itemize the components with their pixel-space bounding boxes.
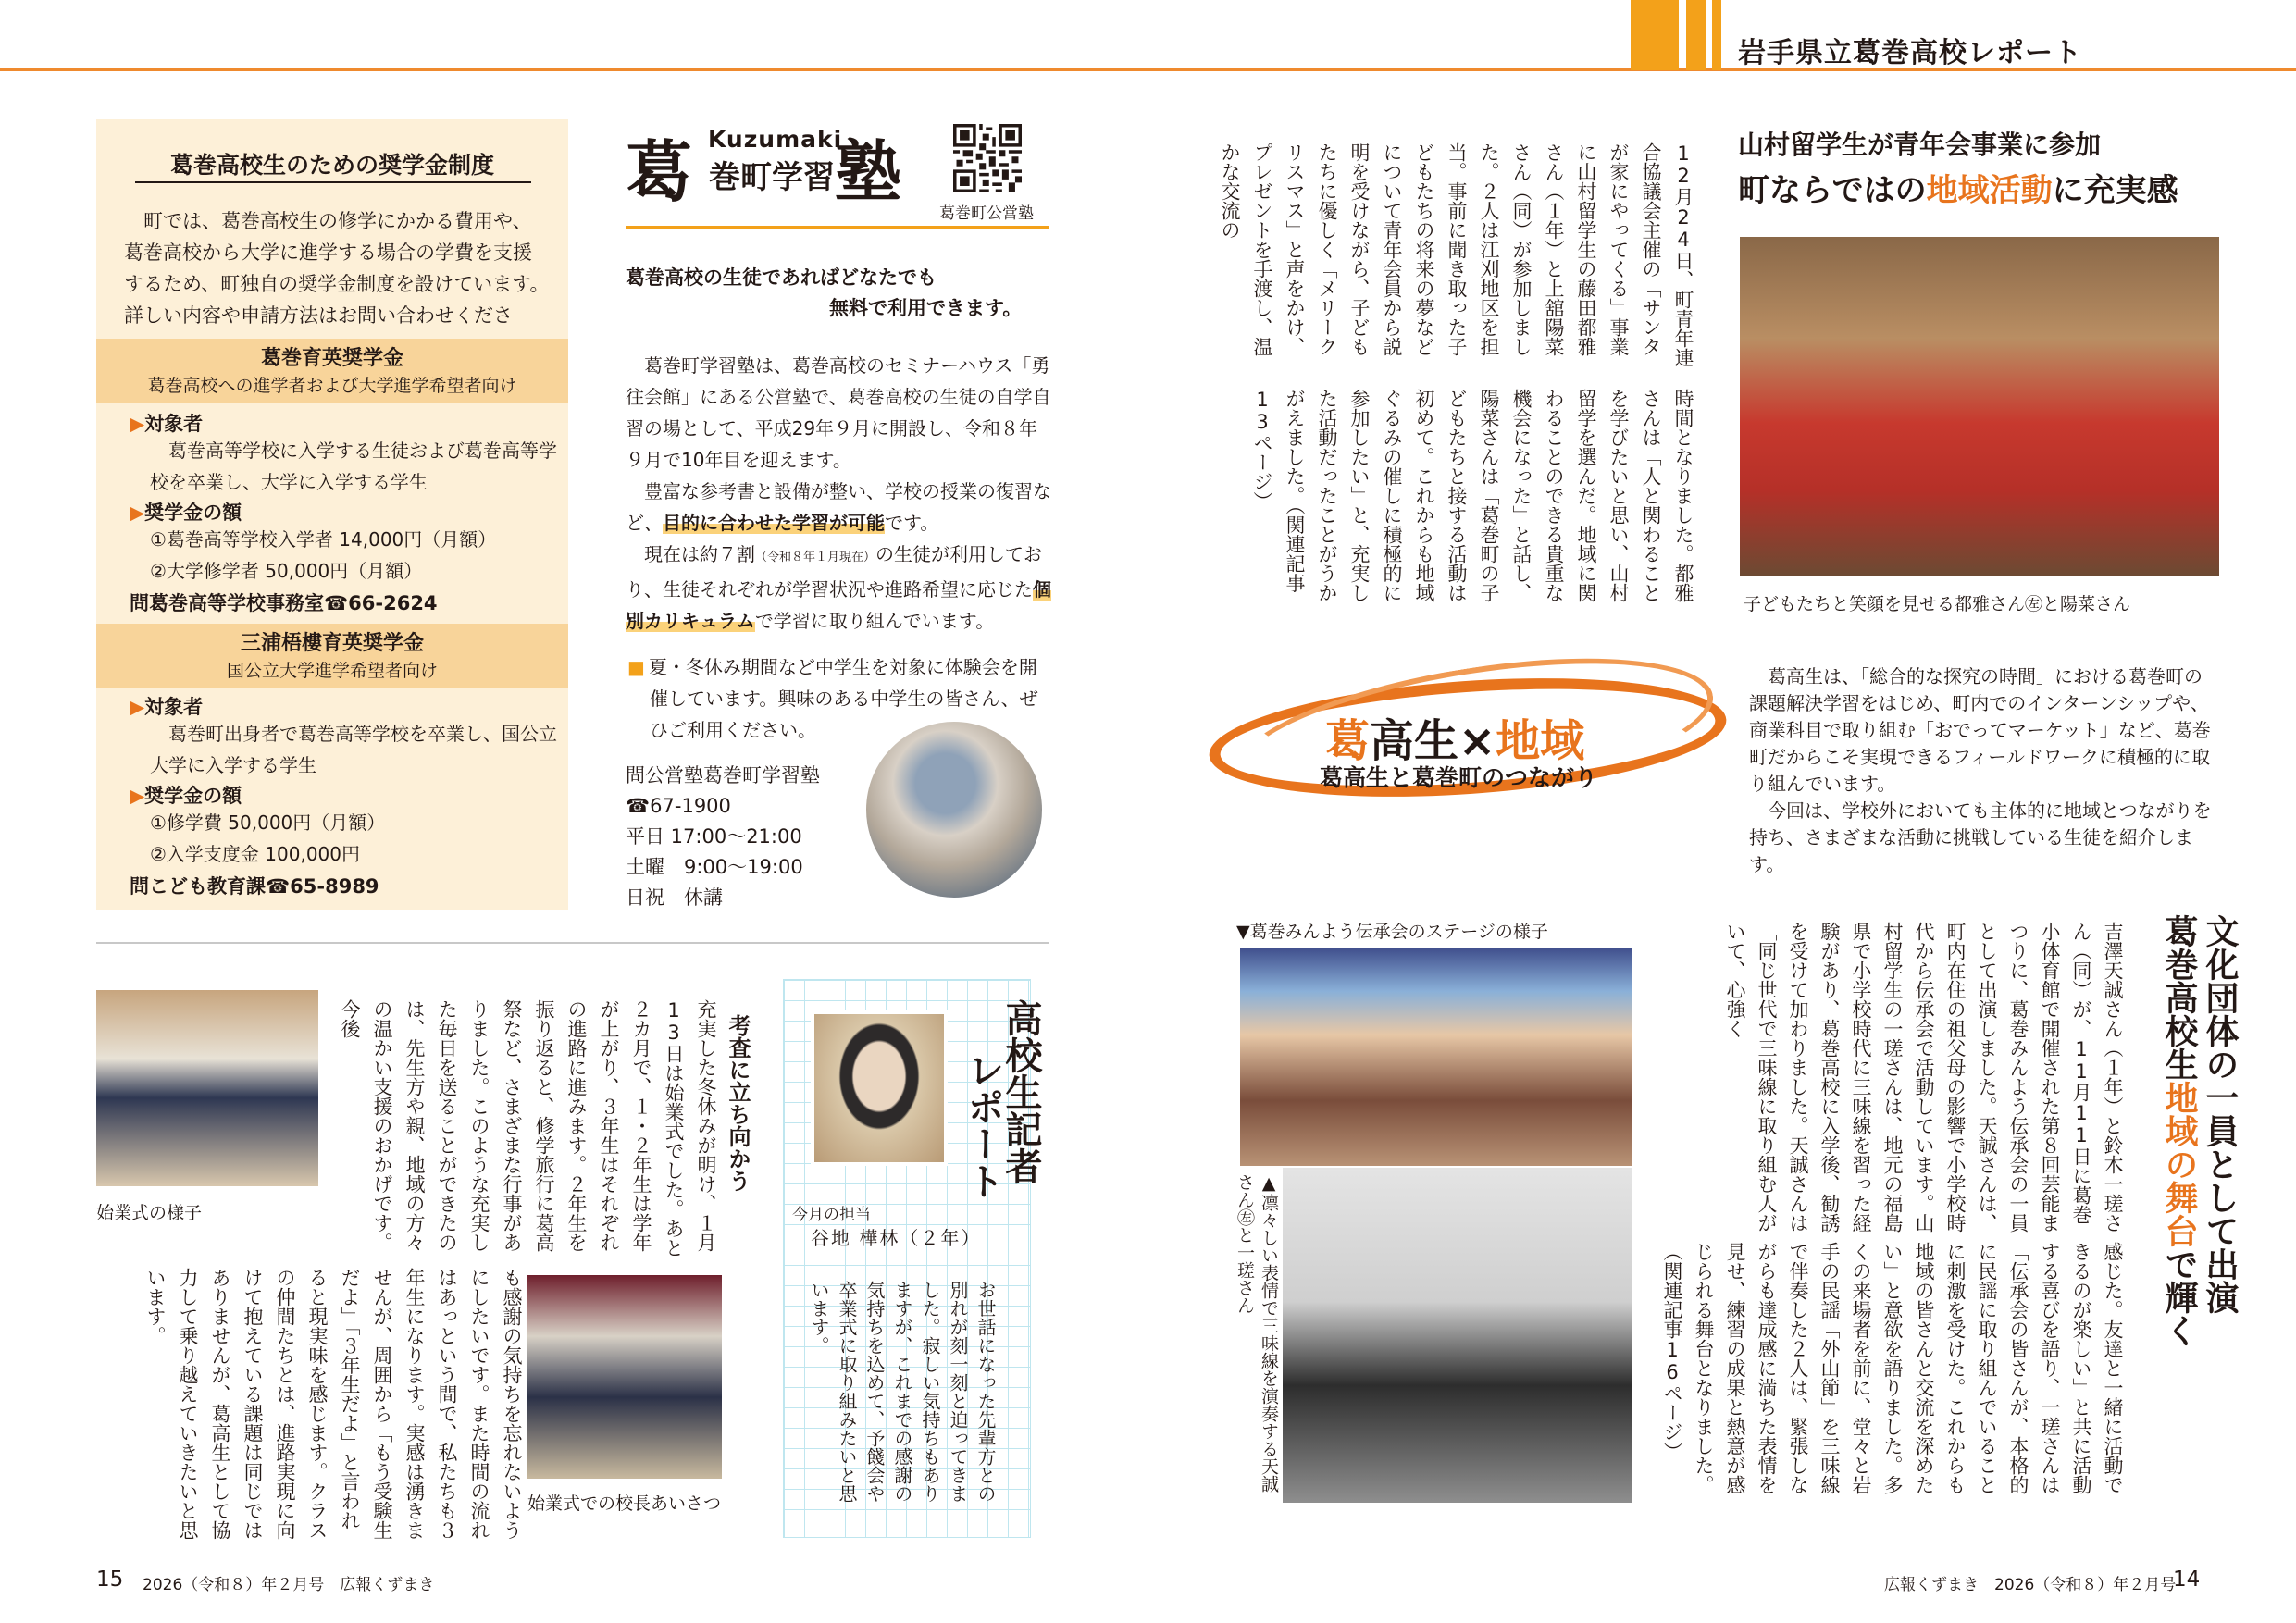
fund-subtitle: 国公立大学進学希望者向け [226, 661, 438, 681]
reporter-body: お世話になった先輩方との別れが刻一刻と迫ってきました。寂しい気持ちもありますが、これまでの感謝の気持ちを込めて、予餞会や卒業式に取り組みたいと思います。 [808, 1281, 997, 1503]
juku-paragraph: 豊富な参考書と設備が整い、学校の授業の復習など、目的に合わせた学習が可能です。 [626, 480, 1051, 534]
fund-contact: 問こども教育課☎65-8989 [130, 875, 379, 898]
juku-publisher: 葛巻町公営塾 [939, 204, 1034, 223]
triangle-icon: ▶ [130, 502, 145, 524]
section-intro: 葛高生は、「総合的な探究の時間」における葛巻町の課題解決学習をはじめ、町内でのインターンシップや、商業科目で取り組む「おでってマーケット」など、葛巻町だからこそ実現できるフィールドワークに積極的に取り組んでいます。 今回は、学校外においても主体的に地域とつながりを持ち、さまざまな活動に挑戦している生徒を紹介します。 [1749, 665, 2212, 875]
amount-heading: ▶奨学金の額 [130, 502, 242, 524]
header-accent-bar [1712, 0, 1721, 70]
article-kicker: 山村留学生が青年会事業に参加 [1738, 130, 2102, 160]
target-heading: ▶対象者 [130, 413, 204, 435]
juku-paragraph: 現在は約７割（令和８年１月現在）の生徒が利用しており、生徒それぞれが学習状況や進路希望に応じた個別カリキュラムで学習に取り組んでいます。 [626, 543, 1051, 632]
photo-caption: 始業式での校長あいさつ [527, 1493, 722, 1514]
reporter-name: 谷地 樺林（２年） [811, 1227, 982, 1249]
photo-caption: 始業式の様子 [96, 1203, 203, 1223]
triangle-icon: ▶ [130, 413, 145, 435]
stage-photo [1240, 948, 1632, 1166]
santa-photo [1740, 237, 2219, 576]
header-accent-bar [1631, 0, 1679, 70]
report-col2: も感謝の気持ちを忘れないようにしたいです。また時間の流れはあっという間で、私たちも３年生になります。実感は湧きませんが、周囲から「もう受験生だよ」「３年生だよ」と言われると現実味を感じます。クラスの仲間たちとは、進路実現に向けて抱えている課題は同じではありませんが、葛高生として協力して乗り越えていきたいと思います。 [144, 1268, 523, 1540]
juku-contact: 問公営塾葛巻町学習塾 ☎67-1900 平日 17:00～21:00 土曜 9:00～19:00 日祝 休講 [626, 764, 820, 909]
principal-photo [527, 1275, 722, 1479]
footer-text: 広報くずまき 2026（令和８）年２月号 [1884, 1576, 2177, 1594]
photo-caption: ▲凛々しい表情で三味線を演奏する天誠さん㊧と一瑳さん [1235, 1173, 1279, 1493]
triangle-icon: ▶ [130, 696, 145, 718]
fund-contact: 問葛巻高等学校事務室☎66-2624 [130, 592, 438, 614]
reporter-photo [811, 1010, 948, 1166]
photo-caption: ▼葛巻みんよう伝承会のステージの様子 [1236, 922, 1548, 942]
report-headline: 考査に立ち向かう [725, 1014, 751, 1192]
qr-code-icon[interactable] [953, 124, 1022, 192]
reporter-title: 高校生記者 [999, 999, 1042, 1184]
target-text: 葛巻町出身者で葛巻高等学校を卒業し、国公立大学に入学する学生 [150, 723, 557, 776]
scholarship-intro: 町では、葛巻高校生の修学にかかる費用や、葛巻高校から大学に進学する場合の学費を支援するため、町独自の奨学金制度を設けています。詳しい内容や申請方法はお問い合わせくださ [124, 210, 550, 327]
report-col1: 充実した冬休みが明け、１月13日は始業式でした。あと２カ月で、１・２年生は学年が上がり、３年生はそれぞれの進路に進みます。２年生を振り返ると、修学旅行に葛高祭など、さまざまな行事がありました。このような充実した毎日を送ることができたのは、先生方や親、地域の方々の温かい支援のおかげです。今後 [339, 999, 717, 1258]
juku-logo-ja: 巻町学習 [709, 159, 835, 196]
section-banner-title: 葛高生×地域 [1325, 715, 1585, 767]
juku-logo-en: Kuzumaki [708, 126, 843, 153]
juku-body [626, 350, 1051, 637]
title-underline [135, 181, 531, 183]
juku-note: ■ 夏・冬休み期間など中学生を対象に体験会を開催しています。興味のある中学生の皆さん、ぜひご利用ください。 [627, 656, 1038, 741]
target-text: 葛巻高等学校に入学する生徒および葛巻高等学校を卒業し、大学に入学する学生 [150, 440, 557, 493]
fund-subtitle: 葛巻高校への進学者および大学進学希望者向け [147, 376, 517, 396]
highlight: 個別カリキュラム [626, 578, 1051, 632]
article-headline: 町ならではの地域活動に充実感 [1738, 172, 2178, 209]
santa-article-col1: 12月24日、町青年連合協議会主催の「サンタが家にやってくる」事業に山村留学生の藤田都雅さん（１年）と上舘陽菜さん（同）が参加しました。２人は江刈地区を担当。事前に聞き取った子どもたちの将来の夢などについて青年会員から説明を受けながら、子どもたちに優しく「メリークリスマス」と声をかけ、プレゼントを手渡し、温かな交流の [1219, 142, 1694, 367]
santa-article-col2: 時間となりました。都雅さんは「人と関わることを学びたいと思い、山村留学を選んだ。地域に関わることのできる貴重な機会になった」と話し、陽菜さんは「葛巻町の子どもたちと接する活動は初めて。これからも地域ぐるみの催しに積極的に参加したい」と、充実した活動だったことがうかがえました。（関連記事13ページ） [1251, 389, 1694, 602]
amount-item: ①修学費 50,000円（月額） [150, 812, 386, 834]
ceremony-photo [96, 990, 318, 1186]
square-bullet-icon: ■ [627, 656, 645, 678]
juku-paragraph: 葛巻町学習塾は、葛巻高校のセミナーハウス「勇往会館」にある公営塾で、葛巻高校の生徒の自学自習の場として、平成29年９月に開設し、令和８年９月で10年目を迎えます。 [626, 354, 1051, 471]
highlight: 目的に合わせた学習が可能 [663, 512, 885, 534]
amount-heading: ▶奨学金の額 [130, 785, 242, 807]
fund-name: 葛巻育英奨学金 [260, 347, 403, 370]
fund-name: 三浦梧樓育英奨学金 [240, 632, 424, 655]
header-accent-bar [1686, 0, 1706, 70]
page-number: 14 [2173, 1567, 2201, 1592]
juku-logo: 葛 [626, 133, 693, 211]
shamisen-photo [1283, 1168, 1632, 1503]
reporter-label: 今月の担当 [792, 1206, 871, 1224]
amount-item: ②大学修学者 50,000円（月額） [150, 560, 423, 582]
juku-lead: 無料で利用できます。 [829, 297, 1023, 319]
footer-text: 2026（令和８）年２月号 広報くずまき [143, 1576, 435, 1594]
culture-article-col2: 感じた。友達と一緒に活動できるのが楽しい」と共に活動する喜びを語り、一瑳さんは「伝承会の皆さんが、本格的に民謡に取り組んでいることに刺激を受けた。これからも地域の皆さんと交流を深めたい」と意欲を語りました。多くの来場者を前に、堂々と岩手の民謡「外山節」を三味線で伴奏した２人は、緊張しながらも達成感に満ちた表情を見せ、練習の成果と熱意が感じられる舞台となりました。（関連記事16ページ） [1661, 1242, 2124, 1494]
section-banner-subtitle: 葛高生と葛巻町のつながり [1320, 764, 1598, 791]
juku-lead: 葛巻高校の生徒であればどなたでも [626, 266, 937, 289]
juku-rule [626, 226, 1049, 229]
section-divider [96, 942, 1049, 944]
culture-article-col1: 吉澤天誠さん（１年）と鈴木一瑳さん（同）が、11月11日に葛巻小体育館で開催された第８回芸能まつりに、葛巻みんよう伝承会の一員として出演しました。天誠さんは、町内在住の祖父母の影響で小学校時代から伝承会で活動しています。山村留学生の一瑳さんは、地元の福島県で小学校時代に三味線を習った経験があり、葛巻高校に入学後、勧誘を受けて加わりました。天誠さんは「同じ世代で三味線に取り組む人がいて、心強く [1724, 922, 2124, 1233]
triangle-icon: ▶ [130, 785, 145, 807]
page-number: 15 [96, 1567, 124, 1592]
scholarship-title: 葛巻高校生のための奨学金制度 [169, 152, 494, 179]
target-heading: ▶対象者 [130, 696, 204, 718]
page-title: 岩手県立葛巻高校レポート [1738, 37, 2082, 69]
juku-logo: 塾 [835, 133, 902, 211]
amount-item: ①葛巻高等学校入学者 14,000円（月額） [150, 528, 497, 551]
juku-photo [866, 722, 1042, 898]
article-headline: 文化団体の一員として出演 葛巻高校生地域の舞台で輝く [2160, 914, 2239, 1347]
reporter-title: レポート [962, 1051, 1004, 1199]
photo-caption: 子どもたちと笑顔を見せる都雅さん㊧と陽菜さん [1744, 594, 2131, 614]
amount-item: ②入学支度金 100,000円 [150, 843, 360, 865]
